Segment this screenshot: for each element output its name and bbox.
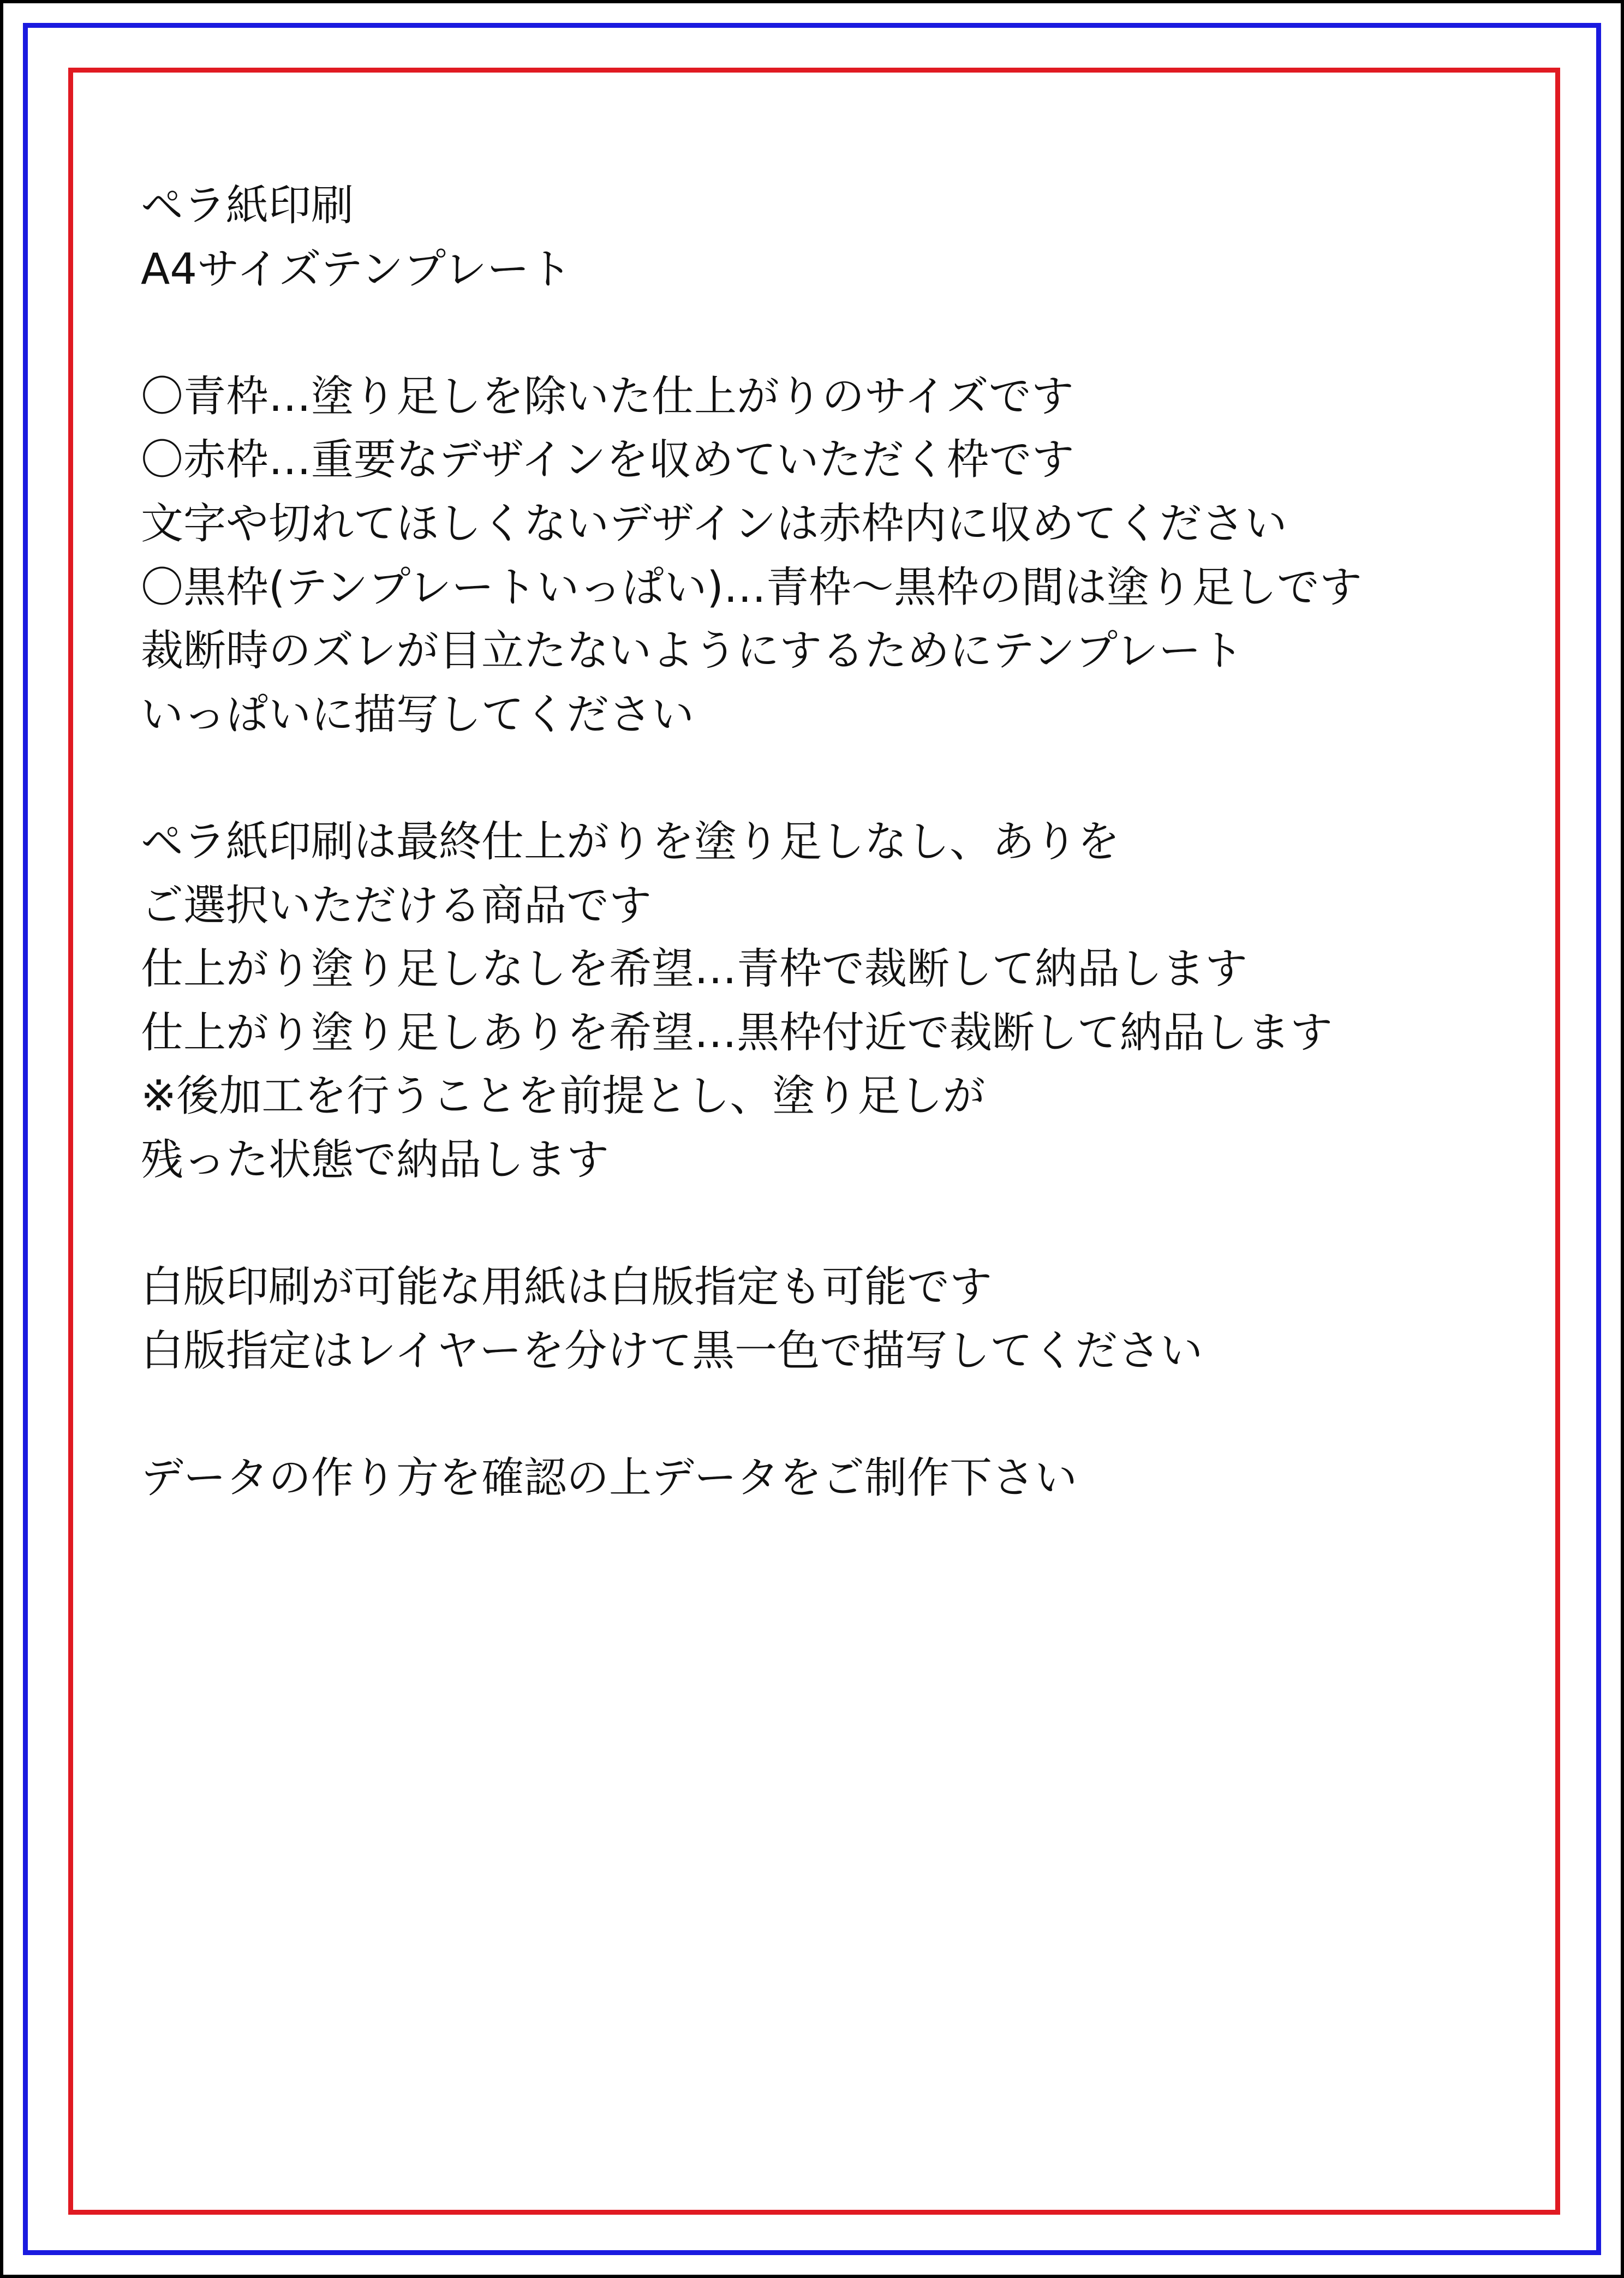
- doc-title: ペラ紙印刷: [141, 181, 354, 230]
- white-plate-note-2: 白版指定はレイヤーを分けて黒一色で描写してください: [141, 1326, 1203, 1376]
- red-frame-note-detail: 文字や切れてほしくないデザインは赤枠内に収めてください: [141, 499, 1287, 548]
- black-frame-note-detail-1: 裁断時のズレが目立たないようにするためにテンプレート: [141, 626, 1244, 676]
- blank-line: [141, 1383, 1516, 1446]
- product-note-2: ご選択いただける商品です: [141, 881, 652, 930]
- blue-frame-note: 〇青枠…塗り足しを除いた仕上がりのサイズです: [141, 372, 1074, 421]
- bleed-option-note: 仕上がり塗り足しありを希望…黒枠付近で裁断して納品します: [141, 1008, 1333, 1057]
- blank-line: [141, 1192, 1516, 1256]
- black-frame-note-detail-2: いっぱいに描写してください: [141, 690, 695, 739]
- blank-line: [141, 746, 1516, 810]
- white-plate-note-1: 白版印刷が可能な用紙は白版指定も可能です: [141, 1263, 993, 1312]
- post-processing-note-2: 残った状態で納品します: [141, 1135, 610, 1185]
- no-bleed-option-note: 仕上がり塗り足しなしを希望…青枠で裁断して納品します: [141, 944, 1248, 994]
- template-instructions: [141, 174, 1516, 1510]
- product-note-1: ペラ紙印刷は最終仕上がりを塗り足しなし、ありを: [141, 817, 1120, 866]
- red-frame-note: 〇赤枠…重要なデザインを収めていただく枠です: [141, 435, 1074, 485]
- doc-subtitle: A4サイズテンプレート: [141, 244, 572, 294]
- post-processing-note-1: ※後加工を行うことを前提とし、塗り足しが: [141, 1072, 986, 1121]
- black-frame-note: 〇黒枠(テンプレートいっぱい)…青枠～黒枠の間は塗り足しです: [141, 563, 1362, 612]
- closing-note: データの作り方を確認の上データをご制作下さい: [141, 1453, 1078, 1503]
- blank-line: [141, 301, 1516, 365]
